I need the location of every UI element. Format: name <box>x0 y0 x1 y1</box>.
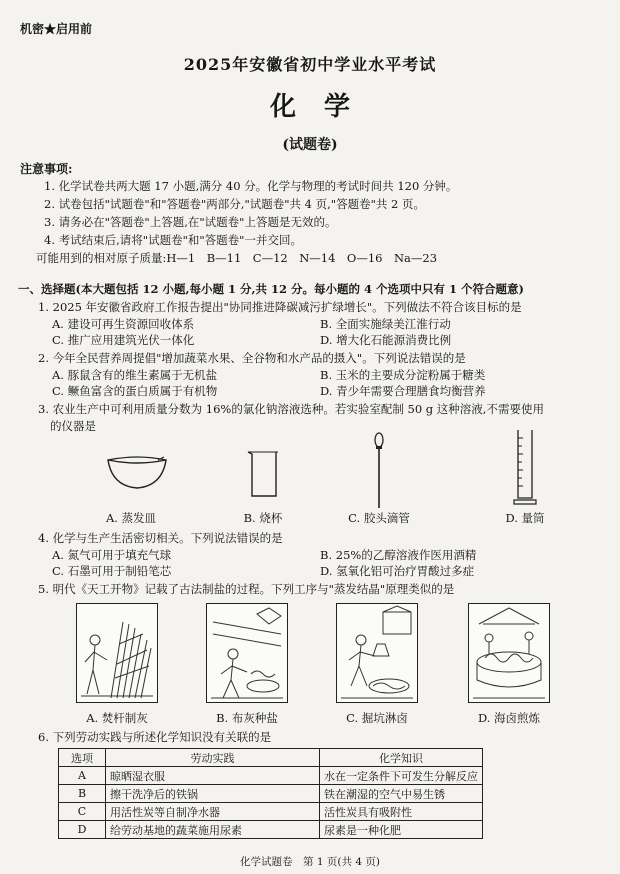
q2-option-a: A. 豚鼠含有的维生素属于无机盐 <box>52 368 218 382</box>
q6-table <box>58 748 483 839</box>
q1-option-b: B. 全面实施绿美江淮行动 <box>320 317 451 331</box>
question-3-stem: 3. 农业生产中可利用质量分数为 16%的氯化钠溶液选种。若实验室配制 50 g 这种溶液,不需要使用 <box>38 402 544 416</box>
table-header-cell: 化学知识 <box>320 749 483 767</box>
table-cell: 给劳动基地的蔬菜施用尿素 <box>106 821 320 839</box>
section-heading: 一、选择题(本大题包括 12 小题,每小题 1 分,共 12 分。每小题的 4 个选项中只有 1 个符合题意) <box>18 282 524 296</box>
dropper-icon <box>372 432 386 510</box>
q5-option-b: B. 布灰种盐 <box>216 711 278 725</box>
q2-option-d: D. 青少年需要合理膳食均衡营养 <box>320 384 486 398</box>
table-row <box>59 821 483 839</box>
table-header-cell: 劳动实践 <box>106 749 320 767</box>
table-row <box>59 803 483 821</box>
q3-option-b: B. 烧杯 <box>243 511 283 525</box>
table-row <box>59 785 483 803</box>
table-cell: C <box>59 803 106 821</box>
graduated-cylinder-icon <box>512 428 538 508</box>
q4-option-d: D. 氢氧化铝可治疗胃酸过多症 <box>320 564 475 578</box>
confidential-mark: 机密★启用前 <box>20 22 93 36</box>
question-1-stem: 1. 2025 年安徽省政府工作报告提出"协同推进降碳减污扩绿增长"。下列做法不符合该目标的是 <box>38 300 522 314</box>
evaporating-dish-icon <box>104 452 170 492</box>
illustration-boiling-brine <box>468 603 550 703</box>
q1-option-c: C. 推广应用建筑光伏一体化 <box>52 333 195 347</box>
table-cell: 擦干洗净后的铁锅 <box>106 785 320 803</box>
q3-option-a: A. 蒸发皿 <box>105 511 157 525</box>
paper-type: (试题卷) <box>282 137 338 153</box>
illustration-digging-pit <box>336 603 418 703</box>
table-cell: A <box>59 767 106 785</box>
q4-option-c: C. 石墨可用于制铅笔芯 <box>52 564 172 578</box>
q3-option-d: D. 量筒 <box>505 511 545 525</box>
page-footer: 化学试题卷 第 1 页(共 4 页) <box>240 856 380 868</box>
notice-heading: 注意事项: <box>20 162 73 176</box>
question-5-stem: 5. 明代《天工开物》记载了古法制盐的过程。下列工序与"蒸发结晶"原理类似的是 <box>38 582 455 596</box>
q3-option-c: C. 胶头滴管 <box>348 511 410 525</box>
table-header-row <box>59 749 483 767</box>
notice-item: 2. 试卷包括"试题卷"和"答题卷"两部分,"试题卷"共 4 页,"答题卷"共 2 页。 <box>44 197 426 211</box>
table-cell: 晾晒湿衣服 <box>106 767 320 785</box>
question-4-stem: 4. 化学与生产生活密切相关。下列说法错误的是 <box>38 531 283 545</box>
subject-title: 化学 <box>269 92 378 122</box>
table-cell: B <box>59 785 106 803</box>
q2-option-c: C. 鳜鱼富含的蛋白质属于有机物 <box>52 384 218 398</box>
q2-option-b: B. 玉米的主要成分淀粉属于糖类 <box>320 368 486 382</box>
notice-item: 4. 考试结束后,请将"试题卷"和"答题卷"一并交回。 <box>44 233 302 247</box>
atomic-masses: 可能用到的相对原子质量:H—1 B—11 C—12 N—14 O—16 Na—23 <box>36 251 438 265</box>
table-cell: 水在一定条件下可发生分解反应 <box>320 767 483 785</box>
table-cell: 尿素是一种化肥 <box>320 821 483 839</box>
question-3-stem-cont: 的仪器是 <box>50 419 96 433</box>
table-cell: 活性炭具有吸附性 <box>320 803 483 821</box>
q5-option-d: D. 海卤煎炼 <box>477 711 541 725</box>
question-2-stem: 2. 今年全民营养周提倡"增加蔬菜水果、全谷物和水产品的摄入"。下列说法错误的是 <box>38 351 466 365</box>
table-row <box>59 767 483 785</box>
q5-option-a: A. 焚杆制灰 <box>86 711 148 725</box>
q5-option-c: C. 掘坑淋卤 <box>346 711 408 725</box>
exam-title: 2025年安徽省初中学业水平考试 <box>183 55 437 74</box>
q4-option-a: A. 氮气可用于填充气球 <box>52 548 172 562</box>
q1-option-a: A. 建设可再生资源回收体系 <box>52 317 195 331</box>
question-6-stem: 6. 下列劳动实践与所述化学知识没有关联的是 <box>38 730 272 744</box>
illustration-burning-stalks <box>76 603 158 703</box>
q4-option-b: B. 25%的乙醇溶液作医用酒精 <box>320 548 477 562</box>
notice-item: 1. 化学试卷共两大题 17 小题,满分 40 分。化学与物理的考试时间共 120 分钟。 <box>44 179 458 193</box>
table-cell: 用活性炭等自制净水器 <box>106 803 320 821</box>
notice-item: 3. 请务必在"答题卷"上答题,在"试题卷"上答题是无效的。 <box>44 215 337 229</box>
q1-option-d: D. 增大化石能源消费比例 <box>320 333 452 347</box>
table-cell: D <box>59 821 106 839</box>
illustration-spreading-ash <box>206 603 288 703</box>
table-header-cell: 选项 <box>59 749 106 767</box>
beaker-icon <box>246 448 280 500</box>
table-cell: 铁在潮湿的空气中易生锈 <box>320 785 483 803</box>
